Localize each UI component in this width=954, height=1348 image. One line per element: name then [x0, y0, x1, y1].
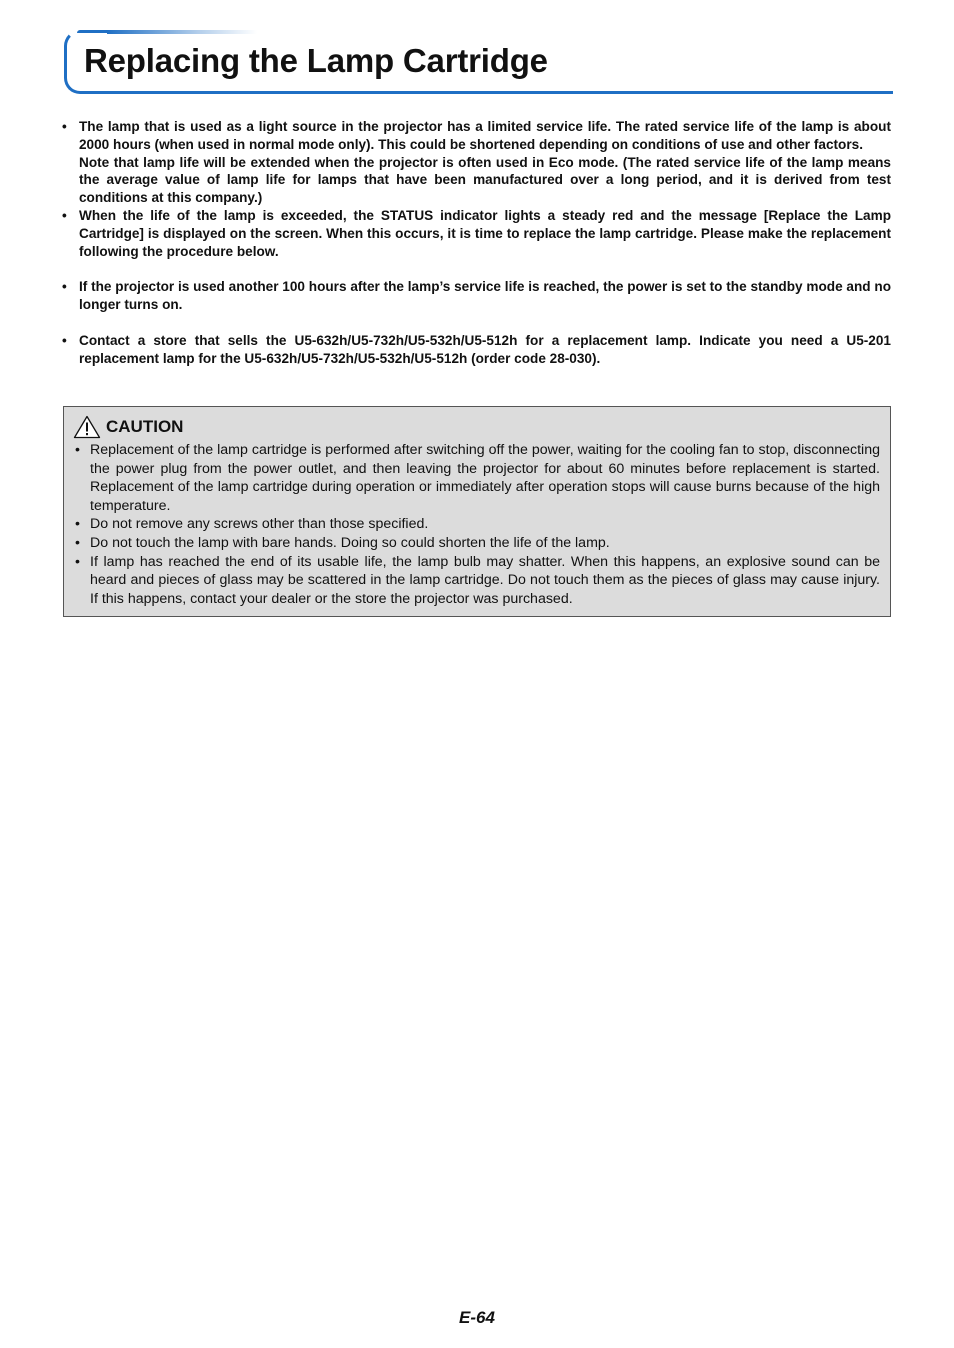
caution-title: CAUTION — [106, 417, 184, 436]
caution-header — [73, 415, 880, 439]
list-item-paragraph: • Contact a store that sells the U5-632h/U5-732h/U5-532h/U5-512h for a replacement lamp. Indicate you need a U5-201 replacement lamp for the U5-632h/U5-732h/U5-532h/U5-512h (order code 28-030). — [79, 332, 891, 366]
main-bullet-list — [62, 118, 891, 368]
list-item-paragraph: • If the projector is used another 100 hours after the lamp’s service life is reached, the power is set to the standby mode and no longer turns on. — [79, 279, 891, 313]
list-item-paragraph: • When the life of the lamp is exceeded, the STATUS indicator lights a steady red and the message [Replace the Lamp Cartridge] is displayed on the screen. When this occurs, it is time to replace the lamp cartridge. Please make the replacement following the procedure below. — [79, 207, 891, 259]
list-item — [62, 278, 891, 314]
caution-item: • Do not remove any screws other than those specified. — [73, 515, 880, 534]
warning-triangle-icon — [73, 415, 101, 439]
list-item — [62, 332, 891, 368]
caution-list — [73, 441, 880, 608]
list-item — [62, 118, 891, 207]
page-number: E-64 — [459, 1308, 495, 1327]
caution-item: • Do not touch the lamp with bare hands. Doing so could shorten the life of the lamp. — [73, 534, 880, 553]
caution-item: • Replacement of the lamp cartridge is performed after switching off the power, waiting for the cooling fan to stop, disconnecting the power plug from the power outlet, and then leaving the projector for about 60 minutes before replacement is started. Replacement of the lamp cartridge during operation or immediately after operation stops will cause burns because of the high temperature. — [73, 441, 880, 515]
page-title: Replacing the Lamp Cartridge — [84, 42, 548, 79]
list-item-paragraph: • The lamp that is used as a light source in the projector has a limited service life. The rated service life of the lamp is about 2000 hours (when used in normal mode only). This could be shortened depending on conditions of use and other factors. — [79, 119, 891, 152]
caution-box — [63, 406, 891, 617]
caution-item: • If lamp has reached the end of its usable life, the lamp bulb may shatter. When this happens, an explosive sound can be heard and pieces of glass may be scattered in the lamp cartridge. Do not touch them as the pieces of glass may cause injury. If this happens, contact your dealer or the store the projector was purchased. — [73, 553, 880, 609]
list-item — [62, 207, 891, 260]
list-item-paragraph: Note that lamp life will be extended when the projector is often used in Eco mode. (The rated service life of the lamp means the average value of lamp life for lamps that have been manufactured over a long period, and it is derived from test conditions at this company.) — [79, 154, 891, 206]
